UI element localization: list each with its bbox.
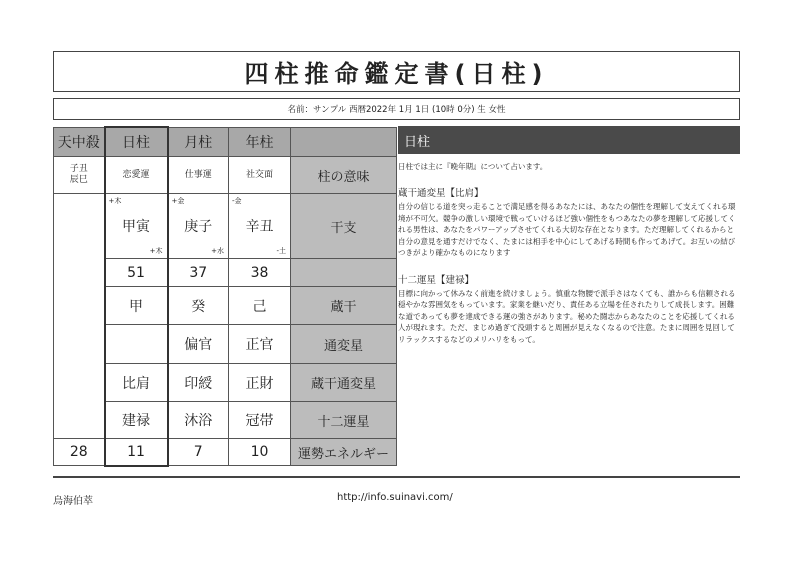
meaning-label: 柱の意味 (291, 157, 397, 194)
kanshi-day (105, 194, 168, 259)
author-name: 烏海伯萃 (53, 496, 93, 507)
zokan-day: 甲 (105, 287, 168, 325)
kanshi-label: 干支 (291, 194, 397, 259)
section-body-junishi: 目標に向かって休みなく前進を続けましょう。慎重な物腰で派手さはなくても、誰からも信頼される穏やかな雰囲気をもっています。家業を継いだり、責任ある立場を任されたりして成長します。困難な道であっても夢を達成できる運の強さがあります。秘めた闘志からあなたのことを応援してくれる人が現れます。ただ、まじめ過ぎて没頭すると周囲が見えなくなるので注意。たまに周囲を見回してリラックスするなどのメリハリをもって。 (398, 288, 736, 344)
junishi-day: 建禄 (105, 402, 168, 439)
kanshi-month-branch-element: +水 (211, 247, 224, 255)
meaning-year: 社交面 (229, 157, 291, 194)
section-title-junishi: 十二運星【建禄】 (398, 274, 475, 286)
zokan-month: 癸 (168, 287, 229, 325)
number-year: 38 (229, 259, 291, 287)
tenchusatsu-blank (54, 194, 105, 439)
section-body-zokan-tsuhen: 自分の信じる道を突っ走ることで満足感を得るあなたには、あなたの個性を理解して支えてくれる環境が不可欠。競争の激しい環境で戦っていけるほど強い個性をもつあなたの夢を理解して応援してくれる男性は、あなたをパワーアップさせてくれる大切な存在となります。ただ理解してくれるからと自分の意見を通すだけでなく、たまには相手を中心にしてあげる時間も作ってあげて。お互いの結びつきがより確かなものになります (398, 202, 736, 257)
junishi-month: 沐浴 (168, 402, 229, 439)
kanshi-year (229, 194, 291, 259)
meaning-day: 恋愛運 (105, 157, 168, 194)
number-month: 37 (168, 259, 229, 287)
kanshi-year-value: 辛丑 (245, 219, 274, 235)
energy-row (54, 439, 397, 466)
pillar-table (53, 126, 397, 467)
energy-month: 7 (168, 439, 229, 466)
panel-heading: 日柱 (398, 126, 740, 154)
kanshi-year-stem-element: -金 (232, 197, 242, 205)
junishi-row (54, 402, 397, 439)
kanshi-year-branch-element: -土 (276, 247, 286, 255)
kanshi-month-stem-element: +金 (171, 197, 185, 205)
energy-day: 11 (105, 439, 168, 466)
kanshi-day-branch-element: +木 (149, 247, 163, 255)
header-year-pillar: 年柱 (229, 127, 291, 157)
kanshi-day-value: 甲寅 (122, 219, 150, 235)
zokan-tsuhen-year: 正財 (229, 364, 291, 402)
tsuhen-year: 正官 (229, 325, 291, 364)
zokan-tsuhen-row (54, 364, 397, 402)
number-day: 51 (105, 259, 168, 287)
zokan-tsuhen-label: 蔵干通変星 (291, 364, 397, 402)
meaning-row (54, 157, 397, 194)
header-blank (291, 127, 397, 157)
numbers-blank (291, 259, 397, 287)
zokan-label: 蔵干 (291, 287, 397, 325)
meaning-month: 仕事運 (168, 157, 229, 194)
subject-info: 名前：サンプル 西暦2022年 1月 1日 (10時 0分) 生 女性 (53, 98, 740, 120)
tsuhen-row (54, 325, 397, 364)
panel-intro: 日柱では主に『晩年期』について占います。 (398, 162, 548, 171)
section-title-zokan-tsuhen: 蔵干通変星【比肩】 (398, 188, 484, 199)
zokan-tsuhen-day: 比肩 (105, 364, 168, 402)
kanshi-month (168, 194, 229, 259)
header-tenchusatsu: 天中殺 (54, 127, 105, 157)
tsuhen-day (105, 325, 168, 364)
kanshi-day-stem-element: +木 (108, 197, 122, 205)
kanshi-month-value: 庚子 (184, 219, 213, 235)
page-title: 四柱推命鑑定書(日柱) (53, 51, 740, 92)
energy-total: 28 (54, 439, 105, 466)
zokan-row (54, 287, 397, 325)
tsuhen-month: 偏官 (168, 325, 229, 364)
zokan-tsuhen-month: 印綬 (168, 364, 229, 402)
tsuhen-label: 通変星 (291, 325, 397, 364)
zokan-year: 己 (229, 287, 291, 325)
header-month-pillar: 月柱 (168, 127, 229, 157)
numbers-row (54, 259, 397, 287)
header-day-pillar: 日柱 (105, 127, 168, 157)
kanshi-row (54, 194, 397, 259)
website-link[interactable]: http://info.suinavi.com/ (337, 492, 453, 503)
energy-year: 10 (229, 439, 291, 466)
header-row (54, 127, 397, 157)
junishi-year: 冠帯 (229, 402, 291, 439)
interpretation-panel (398, 126, 740, 345)
energy-label: 運勢エネルギー (291, 439, 397, 466)
junishi-label: 十二運星 (291, 402, 397, 439)
tenchusatsu-value: 子丑 辰巳 (54, 157, 105, 194)
footer-divider (53, 476, 740, 478)
